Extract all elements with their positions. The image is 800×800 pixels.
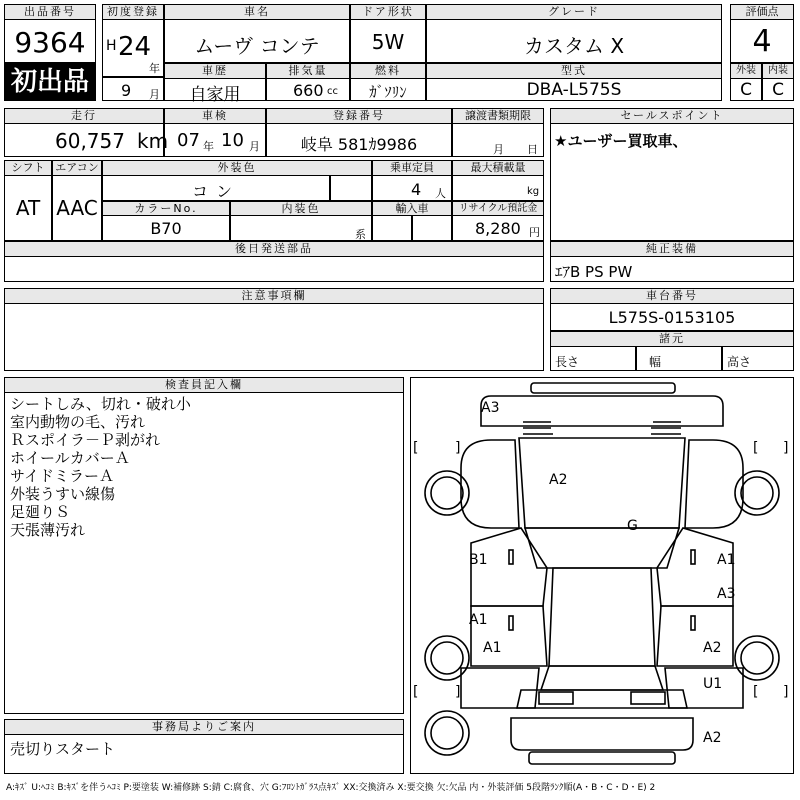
mark-b1-left-front-door: B1 — [469, 552, 488, 568]
transfer-month-unit: 月 — [493, 143, 504, 156]
score-label: 評価点 — [730, 4, 794, 20]
exterior-color-label: 外装色 — [102, 160, 372, 176]
equipment-box — [550, 256, 794, 282]
inspection-year: 07 — [177, 130, 200, 151]
inspector-note: ホイールカバーＡ — [10, 449, 130, 467]
history: 自家用 — [189, 85, 241, 105]
mark-a1-left-rear-door: A1 — [469, 612, 488, 628]
deferred-parts-box — [4, 256, 544, 282]
interior-color-unit: 系 — [355, 228, 366, 241]
era: H — [106, 38, 117, 54]
notes-box — [4, 303, 544, 371]
import-box-b — [412, 215, 452, 241]
equipment-label: 純正装備 — [550, 241, 794, 257]
notes-label: 注意事項欄 — [4, 288, 544, 304]
registration-year: 24 — [118, 32, 152, 62]
ac: AAC — [56, 196, 98, 220]
chassis-number: L575S-0153105 — [608, 308, 736, 327]
inspector-notes-box — [4, 392, 404, 714]
month-unit: 月 — [149, 88, 160, 101]
lot-number-box — [4, 19, 96, 63]
mark-a2-right-quarter: A2 — [703, 640, 722, 656]
deferred-parts-label: 後日発送部品 — [4, 241, 544, 257]
first-registration-box — [102, 19, 164, 77]
door-box — [350, 19, 426, 63]
lot-number-label: 出品番号 — [4, 4, 96, 20]
mark-a2-hood: A2 — [549, 472, 568, 488]
import-label: 輸入車 — [372, 201, 452, 216]
inspector-notes-label: 検査員記入欄 — [4, 377, 404, 393]
fuel-box — [350, 78, 426, 101]
svg-text:[: [ — [753, 684, 759, 700]
transfer-deadline-box — [452, 123, 544, 157]
office-note: 売切りスタート — [10, 740, 116, 758]
score: 4 — [752, 24, 772, 59]
mark-a3-right-rear-door: A3 — [717, 586, 736, 602]
model-box — [426, 78, 722, 101]
score-box — [730, 19, 794, 63]
interior-grade-label: 内装 — [762, 63, 794, 79]
exterior-color-box — [102, 175, 330, 201]
import-box-a — [372, 215, 412, 241]
exterior-color-extra — [330, 175, 372, 201]
interior-grade-box — [762, 78, 794, 101]
svg-text:[: [ — [753, 440, 759, 456]
car-name-box — [164, 19, 350, 63]
inspector-note: 外装うすい線傷 — [10, 485, 116, 503]
ac-box — [52, 175, 102, 241]
shift: AT — [15, 196, 41, 220]
exterior-color: コン — [191, 182, 240, 201]
mark-a3-front-bumper: A3 — [481, 400, 500, 416]
svg-text:[: [ — [413, 684, 419, 700]
equipment: ｴｱB PS PW — [555, 263, 633, 281]
damage-code-legend: A:ｷｽﾞ U:ﾍｺﾐ B:ｷｽﾞを伴うﾍｺﾐ P:要塗装 W:補修跡 S:錆 C:腐食、穴 G:ﾌﾛﾝﾄｶﾞﾗｽ点ｷｽﾞ XX:交換済み X:要交換 欠:欠品 内・外装評価 5段階ﾗﾝｸ順(A・B・C・D・E) 2 — [6, 783, 656, 793]
max-load-unit: kg — [527, 186, 540, 197]
chassis-label: 車台番号 — [550, 288, 794, 304]
capacity-box — [372, 175, 452, 201]
svg-text:[: [ — [413, 440, 419, 456]
interior-color-label: 内装色 — [230, 201, 372, 216]
mileage-label: 走行 — [4, 108, 164, 124]
plate-number: 岐阜 581ｶ9986 — [300, 135, 418, 154]
transfer-day-unit: 日 — [527, 143, 538, 156]
displacement-unit: cc — [327, 86, 338, 97]
displacement-label: 排気量 — [266, 63, 350, 79]
exterior-grade-box — [730, 78, 762, 101]
mileage-unit: km — [137, 129, 169, 153]
grade: カスタム X — [523, 34, 625, 58]
shift-box — [4, 175, 52, 241]
plate-label: 登録番号 — [266, 108, 452, 124]
registration-month-box — [102, 77, 164, 101]
inspector-note: 室内動物の毛、汚れ — [10, 413, 146, 431]
registration-month: 9 — [121, 81, 132, 100]
mileage-box — [4, 123, 169, 157]
office-notes-box — [4, 734, 404, 774]
svg-text:]: ] — [455, 684, 461, 700]
recycle-unit: 円 — [529, 226, 540, 239]
inspector-note: シートしみ、切れ・破れ小 — [10, 395, 191, 413]
recycle-box — [452, 215, 544, 241]
plate-box — [266, 123, 452, 157]
length-box — [550, 346, 636, 371]
capacity: 4 — [411, 180, 422, 199]
dimensions-label: 諸元 — [550, 331, 794, 347]
grade-box — [426, 19, 722, 63]
car-name: ムーヴ コンテ — [194, 34, 320, 58]
door-label: ドア形状 — [350, 4, 426, 20]
svg-text:]: ] — [455, 440, 461, 456]
height-box — [722, 346, 794, 371]
max-load-box — [452, 175, 544, 201]
inspection-month-unit: 月 — [249, 140, 260, 153]
model-label: 型式 — [426, 63, 722, 79]
inspection-year-unit: 年 — [203, 140, 214, 153]
fuel-label: 燃料 — [350, 63, 426, 79]
recycle-fee: 8,280 — [475, 219, 521, 238]
lot-number: 9364 — [14, 26, 86, 59]
sales-point-box — [550, 123, 794, 241]
width-box — [636, 346, 722, 371]
width-label: 幅 — [649, 355, 662, 369]
displacement-box — [266, 78, 350, 101]
damage-diagram — [410, 377, 794, 774]
svg-text:]: ] — [783, 684, 789, 700]
ac-label: エアコン — [52, 160, 102, 176]
exterior-grade-label: 外装 — [730, 63, 762, 79]
capacity-unit: 人 — [435, 187, 446, 200]
shift-label: シフト — [4, 160, 52, 176]
mileage: 60,757 — [55, 129, 125, 153]
history-label: 車歴 — [164, 63, 266, 79]
car-name-label: 車名 — [164, 4, 350, 20]
grade-label: グレード — [426, 4, 722, 20]
car-outline-diagram — [411, 378, 793, 773]
inspector-note: 天張薄汚れ — [10, 521, 86, 539]
mark-a1-left-quarter: A1 — [483, 640, 502, 656]
sales-point-label: セールスポイント — [550, 108, 794, 124]
inspector-note: 足廻りＳ — [10, 503, 71, 521]
chassis-box — [550, 303, 794, 331]
inspection-month: 10 — [221, 130, 244, 151]
interior-color-box — [230, 215, 372, 241]
first-listing-badge: 初出品 — [4, 63, 96, 101]
svg-text:]: ] — [783, 440, 789, 456]
transfer-deadline-label: 譲渡書類期限 — [452, 108, 544, 124]
office-notes-label: 事務局よりご案内 — [4, 719, 404, 735]
color-number-label: カラーNo. — [102, 201, 230, 216]
sales-point: ★ユーザー買取車、 — [554, 132, 688, 150]
mark-g-windshield: G — [627, 518, 638, 534]
inspection-label: 車検 — [164, 108, 266, 124]
inspector-notes-list — [10, 395, 191, 539]
year-unit: 年 — [149, 62, 160, 75]
exterior-grade: C — [740, 80, 752, 100]
mark-u1-right-rear: U1 — [703, 676, 723, 692]
history-box — [164, 78, 266, 105]
model: DBA-L575S — [526, 80, 622, 100]
mark-a1-right-front-door: A1 — [717, 552, 736, 568]
inspection-box — [164, 123, 266, 157]
inspector-note: サイドミラーＡ — [10, 467, 114, 485]
inspector-note: Ｒスポイラ－Ｐ剥がれ — [10, 431, 161, 449]
color-number: B70 — [150, 219, 182, 238]
capacity-label: 乗車定員 — [372, 160, 452, 176]
height-label: 高さ — [727, 355, 752, 369]
color-number-box — [102, 215, 230, 241]
mark-a2-rear-bumper: A2 — [703, 730, 722, 746]
displacement: 660 — [293, 81, 324, 100]
max-load-label: 最大積載量 — [452, 160, 544, 176]
fuel: ｶﾞｿﾘﾝ — [369, 83, 407, 101]
first-registration-label: 初度登録 — [102, 4, 164, 20]
door-type: 5W — [371, 30, 405, 54]
recycle-label: リサイクル預託金 — [452, 201, 544, 216]
length-label: 長さ — [555, 355, 580, 369]
interior-grade: C — [772, 80, 784, 100]
